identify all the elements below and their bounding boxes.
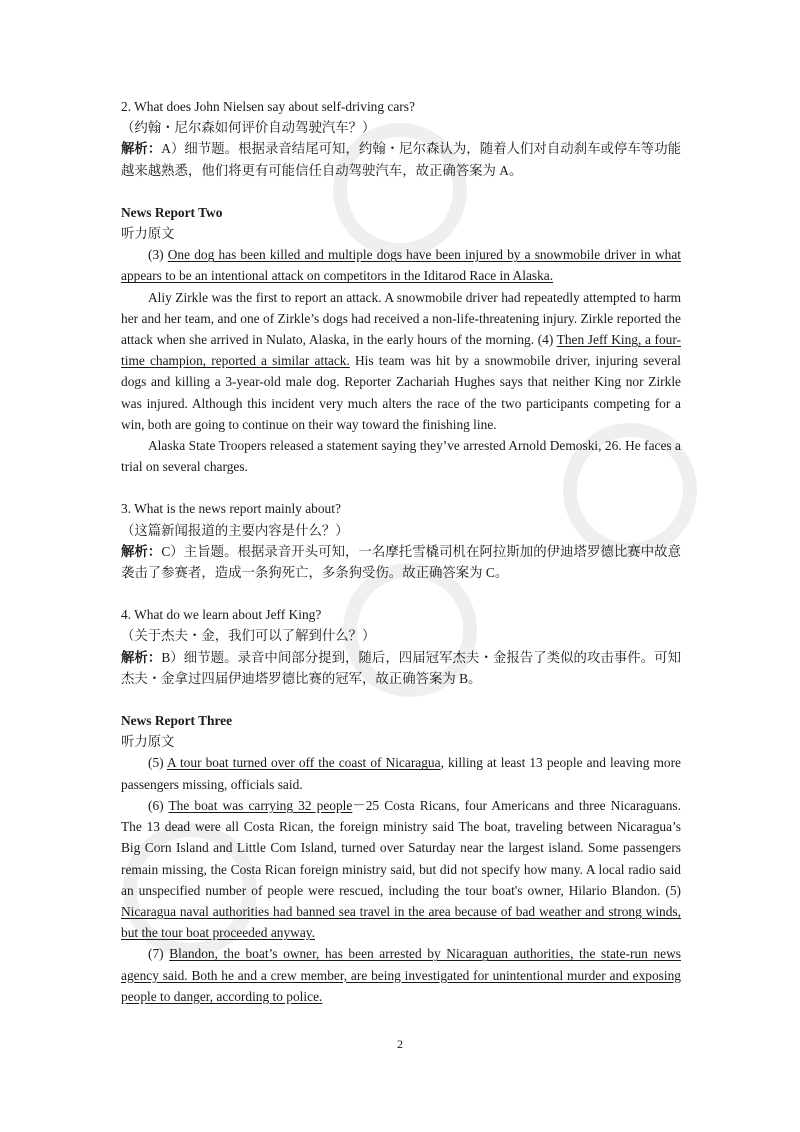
analysis-label: 解析： — [121, 649, 162, 665]
key-sentence: The boat was carrying 32 people — [168, 797, 353, 813]
analysis-text: C）主旨题。根据录音开头可知，一名摩托雪橇司机在阿拉斯加的伊迪塔罗德比赛中故意袭击了参赛者，造成一条狗死亡，多条狗受伤。故正确答案为 C。 — [121, 543, 681, 581]
question-text: 4. What do we learn about Jeff King? — [121, 607, 322, 623]
paragraph — [121, 244, 681, 286]
key-sentence: One dog has been killed and multiple dogs have been injured by a snowmobile driver in what appears to be an intentional attack on competitors in the Iditarod Race in Alaska. — [121, 247, 681, 284]
analysis — [121, 647, 681, 689]
question-text: 3. What is the news report mainly about? — [121, 501, 341, 517]
section-title: News Report Three — [121, 713, 233, 729]
question-translation: （这篇新闻报道的主要内容是什么？） — [121, 522, 349, 538]
question-translation: （关于杰夫・金，我们可以了解到什么？） — [121, 628, 376, 644]
page-number: 2 — [397, 1037, 403, 1051]
section-subtitle: 听力原文 — [121, 734, 175, 750]
section-title: News Report Two — [121, 204, 223, 220]
paragraph: Alaska State Troopers released a statement saying they’ve arrested Arnold Demoski, 26. He faces a trial on several charges. — [121, 438, 681, 475]
paragraph: (6) The boat was carrying 32 people－25 Costa Ricans, four Americans and three Nicaraguans. The 13 dead were all Costa Rican, the foreign ministry said The boat, traveling between Nicaragua’s Big Corn Island and Little Com Island, turned over Saturday near the largest island. Some passengers remain missing, the Costa Rican foreign ministry said, but did not specify how many. A local radio said an unspecified number of people were rescued, including the tour boat's owner, Hilario Blandon. (5) Nicaragua naval authorities had banned sea travel in the area because of bad weather and strong winds, but the tour boat proceeded anyway. — [121, 797, 681, 941]
analysis-label: 解析： — [121, 543, 162, 559]
question-marker: (3) — [148, 247, 168, 263]
paragraph: (5) A tour boat turned over off the coast of Nicaragua, killing at least 13 people and leaving more passengers missing, officials said. — [121, 755, 681, 792]
news-report-three — [121, 710, 681, 1007]
key-sentence: Blandon, the boat’s owner, has been arrested by Nicaraguan authorities, the state-run news agency said. Both he and a crew member, are being investigated for unintentional murder and exposing people to danger, according to police. — [121, 946, 681, 1004]
question-2 — [121, 96, 681, 181]
news-report-two — [121, 202, 681, 478]
question-3 — [121, 498, 681, 583]
key-sentence: A tour boat turned over off the coast of Nicaragua — [166, 755, 441, 771]
question-marker: (7) — [148, 946, 170, 962]
analysis-text: A）细节题。根据录音结尾可知，约翰・尼尔森认为，随着人们对自动刹车或停车等功能越来越熟悉，他们将更有可能信任自动驾驶汽车，故正确答案为 A。 — [121, 141, 682, 178]
section-subtitle: 听力原文 — [121, 226, 175, 242]
analysis — [121, 138, 681, 180]
paragraph — [121, 943, 681, 1007]
analysis — [121, 541, 681, 583]
question-translation: （约翰・尼尔森如何评价自动驾驶汽车？） — [121, 120, 376, 136]
question-text: 2. What does John Nielsen say about self-driving cars? — [121, 99, 415, 114]
key-sentence: Then Jeff King, a four-time champion, reported a similar attack. — [121, 332, 681, 369]
analysis-label: 解析： — [121, 141, 162, 157]
analysis-text: B）细节题。录音中间部分提到，随后，四届冠军杰夫・金报告了类似的攻击事件。可知杰夫・金拿过四届伊迪塔罗德比赛的冠军，故正确答案为 B。 — [121, 649, 681, 686]
document-body — [121, 96, 681, 1007]
paragraph: Aliy Zirkle was the first to report an attack. A snowmobile driver had repeatedly attempted to harm her and her team, and one of Zirkle’s dogs had received a non-life-threatening injury. Zirkle reported the attack when she arrived in Nulato, Alaska, in the early hours of the morning. (4) Then Jeff King, a four-time champion, reported a similar attack. His team was hit by a snowmobile driver, injuring several dogs and killing a 3-year-old male dog. Reporter Zachariah Hughes says that neither King nor Zirkle was injured. Although this incident very much alters the race of the two participants competing for a win, both are going to continue on their way toward the finishing line. — [121, 289, 681, 432]
question-4 — [121, 604, 681, 689]
question-marker: (5) — [148, 755, 167, 771]
key-sentence: Nicaragua naval authorities had banned sea travel in the area because of bad weather and strong winds, but the tour boat proceeded anyway. — [121, 903, 681, 941]
question-marker: (6) — [148, 797, 169, 813]
